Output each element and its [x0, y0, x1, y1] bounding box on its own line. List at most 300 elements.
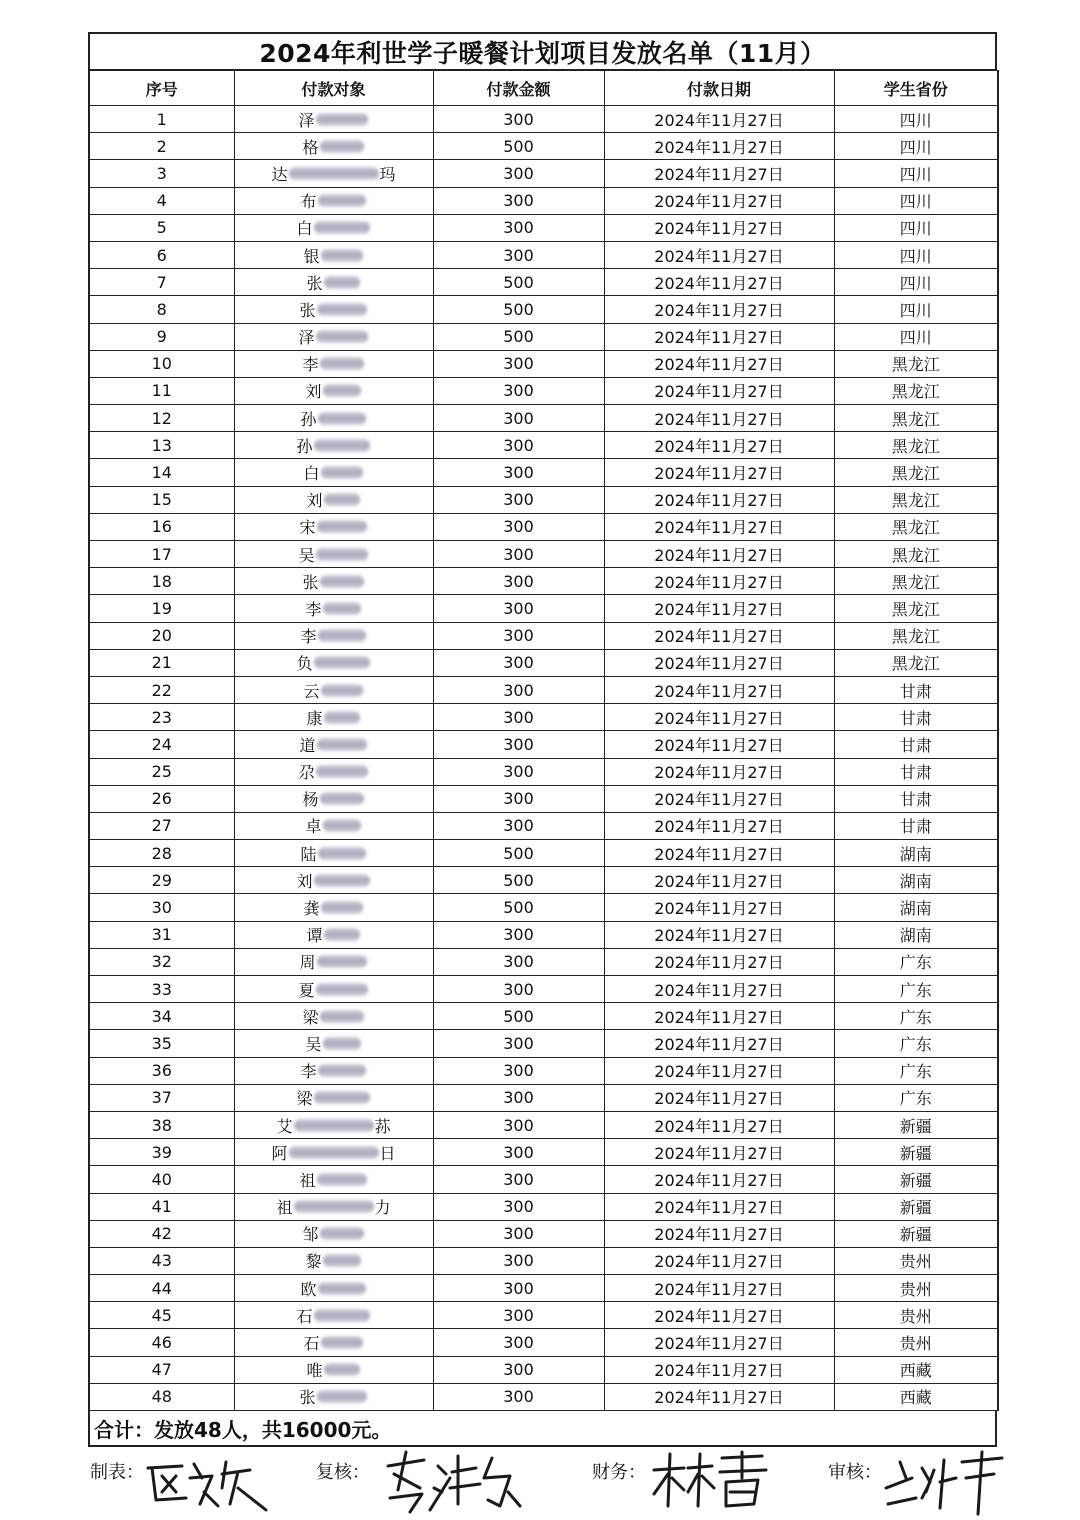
row-province: 广东 — [834, 1084, 998, 1111]
payee-name — [306, 706, 360, 729]
row-date: 2024年11月27日 — [604, 894, 834, 921]
row-date: 2024年11月27日 — [604, 758, 834, 785]
table-row — [89, 486, 998, 513]
table-row — [89, 1084, 998, 1111]
row-province: 黑龙江 — [834, 541, 998, 568]
row-date: 2024年11月27日 — [604, 350, 834, 377]
row-serial: 8 — [89, 296, 234, 323]
row-payee — [234, 160, 433, 187]
row-amount: 300 — [433, 676, 604, 703]
payee-name — [296, 216, 370, 239]
payee-name — [298, 108, 368, 131]
row-serial: 36 — [89, 1057, 234, 1084]
row-amount: 300 — [433, 1275, 604, 1302]
row-payee — [234, 921, 433, 948]
row-amount: 300 — [433, 241, 604, 268]
table-row — [89, 568, 998, 595]
payee-name-visible-start: 李 — [302, 355, 319, 375]
payee-name — [303, 461, 363, 484]
row-province: 四川 — [834, 133, 998, 160]
table-body — [89, 106, 998, 1411]
row-payee — [234, 350, 433, 377]
row-payee — [234, 676, 433, 703]
row-payee — [234, 1302, 433, 1329]
row-serial: 22 — [89, 676, 234, 703]
table-row — [89, 350, 998, 377]
payee-name — [302, 135, 364, 158]
payee-name — [302, 570, 364, 593]
row-payee — [234, 1193, 433, 1220]
row-payee — [234, 1275, 433, 1302]
row-serial: 31 — [89, 921, 234, 948]
row-serial: 20 — [89, 622, 234, 649]
row-amount: 300 — [433, 812, 604, 839]
payee-name — [306, 923, 360, 946]
payee-name — [299, 733, 367, 756]
payee-name-visible-end: 玛 — [379, 164, 396, 184]
row-payee — [234, 649, 433, 676]
row-province: 贵州 — [834, 1275, 998, 1302]
row-serial: 35 — [89, 1030, 234, 1057]
row-date: 2024年11月27日 — [604, 595, 834, 622]
redacted-name-blur — [320, 575, 364, 588]
row-date: 2024年11月27日 — [604, 1247, 834, 1274]
payee-name — [296, 1304, 370, 1327]
row-date: 2024年11月27日 — [604, 1030, 834, 1057]
row-amount: 300 — [433, 976, 604, 1003]
row-province: 甘肃 — [834, 785, 998, 812]
row-province: 四川 — [834, 269, 998, 296]
payee-name-visible-start: 夏 — [298, 980, 315, 1000]
row-payee — [234, 595, 433, 622]
payee-name-visible-start: 泽 — [298, 328, 315, 348]
payee-name-visible-start: 格 — [302, 137, 319, 157]
row-amount: 300 — [433, 1193, 604, 1220]
redacted-name-blur — [321, 1336, 363, 1349]
row-payee — [234, 894, 433, 921]
row-province: 黑龙江 — [834, 459, 998, 486]
row-serial: 21 — [89, 649, 234, 676]
row-payee — [234, 459, 433, 486]
payee-name — [305, 1032, 361, 1055]
row-payee — [234, 541, 433, 568]
payee-name — [305, 379, 361, 402]
payee-name — [271, 162, 395, 185]
payee-name-visible-start: 祖 — [276, 1198, 293, 1218]
payee-name-visible-start: 云 — [303, 681, 320, 701]
reviewed-by-signature — [380, 1448, 530, 1518]
redacted-name-blur — [317, 303, 367, 316]
row-date: 2024年11月27日 — [604, 187, 834, 214]
row-serial: 3 — [89, 160, 234, 187]
row-date: 2024年11月27日 — [604, 649, 834, 676]
table-row — [89, 785, 998, 812]
row-date: 2024年11月27日 — [604, 731, 834, 758]
table-row — [89, 1003, 998, 1030]
row-payee — [234, 405, 433, 432]
row-payee — [234, 758, 433, 785]
row-payee — [234, 568, 433, 595]
row-province: 四川 — [834, 296, 998, 323]
payee-name — [303, 244, 363, 267]
row-province: 甘肃 — [834, 731, 998, 758]
row-serial: 5 — [89, 214, 234, 241]
row-province: 新疆 — [834, 1166, 998, 1193]
row-payee — [234, 1220, 433, 1247]
payee-name-visible-start: 孙 — [300, 409, 317, 429]
row-amount: 300 — [433, 1057, 604, 1084]
payee-name — [299, 298, 367, 321]
row-date: 2024年11月27日 — [604, 921, 834, 948]
row-date: 2024年11月27日 — [604, 1193, 834, 1220]
payee-name — [303, 1331, 363, 1354]
row-payee — [234, 1139, 433, 1166]
payee-name-visible-start: 谭 — [306, 926, 323, 946]
row-date: 2024年11月27日 — [604, 812, 834, 839]
row-serial: 19 — [89, 595, 234, 622]
row-province: 西藏 — [834, 1383, 998, 1410]
row-date: 2024年11月27日 — [604, 1084, 834, 1111]
row-serial: 25 — [89, 758, 234, 785]
row-amount: 300 — [433, 1356, 604, 1383]
payee-name-visible-start: 刘 — [306, 491, 323, 511]
row-amount: 300 — [433, 1220, 604, 1247]
payee-name-visible-start: 银 — [303, 246, 320, 266]
row-date: 2024年11月27日 — [604, 1166, 834, 1193]
header-amount: 付款金额 — [433, 71, 604, 106]
payee-name-visible-start: 宋 — [299, 518, 316, 538]
row-payee — [234, 486, 433, 513]
row-province: 黑龙江 — [834, 513, 998, 540]
row-amount: 300 — [433, 405, 604, 432]
payee-name-visible-start: 布 — [300, 192, 317, 212]
header-date: 付款日期 — [604, 71, 834, 106]
row-amount: 300 — [433, 622, 604, 649]
row-amount: 300 — [433, 187, 604, 214]
row-date: 2024年11月27日 — [604, 568, 834, 595]
row-province: 四川 — [834, 106, 998, 133]
table-row — [89, 948, 998, 975]
row-province: 四川 — [834, 323, 998, 350]
payee-name — [300, 407, 366, 430]
row-payee — [234, 1356, 433, 1383]
row-province: 黑龙江 — [834, 432, 998, 459]
row-payee — [234, 1030, 433, 1057]
row-payee — [234, 948, 433, 975]
redacted-name-blur — [320, 140, 364, 153]
table-row — [89, 241, 998, 268]
redacted-name-blur — [316, 330, 368, 343]
payee-name-visible-start: 泽 — [298, 110, 315, 130]
payee-name-visible-start: 张 — [299, 300, 316, 320]
row-date: 2024年11月27日 — [604, 676, 834, 703]
row-amount: 500 — [433, 840, 604, 867]
table-row — [89, 704, 998, 731]
redacted-name-blur — [317, 955, 367, 968]
row-date: 2024年11月27日 — [604, 1329, 834, 1356]
table-row — [89, 541, 998, 568]
payee-name-visible-start: 达 — [271, 164, 288, 184]
payee-name — [276, 1114, 390, 1137]
table-row — [89, 758, 998, 785]
row-amount: 300 — [433, 1166, 604, 1193]
signature-area — [90, 1448, 1020, 1518]
row-date: 2024年11月27日 — [604, 1139, 834, 1166]
row-serial: 43 — [89, 1247, 234, 1274]
row-serial: 45 — [89, 1302, 234, 1329]
redacted-name-blur — [318, 194, 366, 207]
payee-name-visible-start: 石 — [296, 1306, 313, 1326]
row-amount: 300 — [433, 459, 604, 486]
row-province: 贵州 — [834, 1302, 998, 1329]
row-serial: 44 — [89, 1275, 234, 1302]
row-payee — [234, 704, 433, 731]
payee-name — [305, 597, 361, 620]
row-amount: 300 — [433, 106, 604, 133]
row-province: 西藏 — [834, 1356, 998, 1383]
redacted-name-blur — [320, 357, 364, 370]
row-serial: 28 — [89, 840, 234, 867]
row-province: 新疆 — [834, 1220, 998, 1247]
payee-name-visible-start: 尕 — [298, 763, 315, 783]
payee-name — [296, 869, 370, 892]
row-province: 甘肃 — [834, 812, 998, 839]
row-serial: 4 — [89, 187, 234, 214]
row-date: 2024年11月27日 — [604, 486, 834, 513]
row-amount: 300 — [433, 1030, 604, 1057]
row-province: 黑龙江 — [834, 486, 998, 513]
row-amount: 300 — [433, 1139, 604, 1166]
row-date: 2024年11月27日 — [604, 948, 834, 975]
payee-name — [296, 651, 370, 674]
table-row — [89, 296, 998, 323]
table-header-row — [89, 71, 998, 106]
table-row — [89, 595, 998, 622]
sheet-title: 2024年利世学子暖餐计划项目发放名单（11月） — [88, 32, 997, 70]
row-province: 新疆 — [834, 1139, 998, 1166]
row-amount: 300 — [433, 513, 604, 540]
row-amount: 300 — [433, 541, 604, 568]
redacted-name-blur — [314, 439, 370, 452]
payee-name-visible-start: 吴 — [305, 1034, 322, 1054]
payee-name-visible-start: 白 — [303, 464, 320, 484]
row-serial: 26 — [89, 785, 234, 812]
payee-name-visible-start: 杨 — [302, 790, 319, 810]
row-amount: 300 — [433, 486, 604, 513]
row-date: 2024年11月27日 — [604, 840, 834, 867]
row-province: 黑龙江 — [834, 350, 998, 377]
row-serial: 47 — [89, 1356, 234, 1383]
row-payee — [234, 812, 433, 839]
row-serial: 18 — [89, 568, 234, 595]
finance-signature — [650, 1448, 780, 1514]
row-amount: 500 — [433, 269, 604, 296]
payee-name-visible-start: 李 — [300, 1062, 317, 1082]
payee-name — [303, 896, 363, 919]
redacted-name-blur — [314, 1309, 370, 1322]
row-serial: 10 — [89, 350, 234, 377]
redacted-name-blur — [323, 384, 361, 397]
payee-name-visible-start: 李 — [300, 627, 317, 647]
payee-name-visible-start: 刘 — [296, 871, 313, 891]
row-date: 2024年11月27日 — [604, 1356, 834, 1383]
row-serial: 38 — [89, 1111, 234, 1138]
row-serial: 39 — [89, 1139, 234, 1166]
row-province: 湖南 — [834, 921, 998, 948]
table-row — [89, 1275, 998, 1302]
row-date: 2024年11月27日 — [604, 1220, 834, 1247]
redacted-name-blur — [324, 711, 360, 724]
prepared-by-label: 制表： — [90, 1462, 144, 1483]
payee-name — [299, 1168, 367, 1191]
row-province: 黑龙江 — [834, 649, 998, 676]
row-date: 2024年11月27日 — [604, 405, 834, 432]
payee-name-visible-start: 张 — [302, 572, 319, 592]
payee-name-visible-start: 黎 — [305, 1252, 322, 1272]
row-payee — [234, 840, 433, 867]
table-row — [89, 867, 998, 894]
row-serial: 7 — [89, 269, 234, 296]
distribution-sheet — [88, 32, 997, 1447]
payee-name-visible-start: 张 — [299, 1388, 316, 1408]
payee-name — [300, 842, 366, 865]
row-date: 2024年11月27日 — [604, 269, 834, 296]
table-row — [89, 1302, 998, 1329]
row-payee — [234, 513, 433, 540]
row-date: 2024年11月27日 — [604, 214, 834, 241]
payee-name — [276, 1195, 390, 1218]
row-amount: 300 — [433, 704, 604, 731]
row-date: 2024年11月27日 — [604, 1275, 834, 1302]
table-row — [89, 432, 998, 459]
row-serial: 17 — [89, 541, 234, 568]
redacted-name-blur — [318, 1282, 366, 1295]
payee-name-visible-start: 道 — [299, 735, 316, 755]
redacted-name-blur — [316, 113, 368, 126]
row-payee — [234, 214, 433, 241]
row-province: 新疆 — [834, 1193, 998, 1220]
redacted-name-blur — [323, 1037, 361, 1050]
redacted-name-blur — [294, 1200, 374, 1213]
redacted-name-blur — [323, 819, 361, 832]
payee-name — [271, 1141, 395, 1164]
payee-name-visible-start: 康 — [306, 708, 323, 728]
row-payee — [234, 785, 433, 812]
payee-name-visible-start: 周 — [299, 953, 316, 973]
redacted-name-blur — [321, 466, 363, 479]
redacted-name-blur — [316, 548, 368, 561]
row-province: 甘肃 — [834, 704, 998, 731]
row-province: 黑龙江 — [834, 595, 998, 622]
redacted-name-blur — [324, 1363, 360, 1376]
row-province: 黑龙江 — [834, 568, 998, 595]
reviewed-by-label: 复核： — [316, 1462, 370, 1483]
row-payee — [234, 241, 433, 268]
table-row — [89, 459, 998, 486]
row-payee — [234, 106, 433, 133]
row-payee — [234, 377, 433, 404]
row-payee — [234, 133, 433, 160]
row-serial: 32 — [89, 948, 234, 975]
row-province: 贵州 — [834, 1247, 998, 1274]
table-row — [89, 1111, 998, 1138]
audit-signature — [882, 1448, 1010, 1518]
row-amount: 300 — [433, 1247, 604, 1274]
row-serial: 29 — [89, 867, 234, 894]
row-amount: 300 — [433, 649, 604, 676]
prepared-by-signature — [142, 1448, 272, 1514]
row-province: 黑龙江 — [834, 405, 998, 432]
row-serial: 6 — [89, 241, 234, 268]
row-serial: 23 — [89, 704, 234, 731]
row-date: 2024年11月27日 — [604, 622, 834, 649]
row-serial: 24 — [89, 731, 234, 758]
row-date: 2024年11月27日 — [604, 704, 834, 731]
redacted-name-blur — [324, 928, 360, 941]
payee-name — [302, 787, 364, 810]
row-serial: 40 — [89, 1166, 234, 1193]
redacted-name-blur — [289, 1146, 379, 1159]
row-serial: 2 — [89, 133, 234, 160]
row-amount: 300 — [433, 350, 604, 377]
redacted-name-blur — [317, 738, 367, 751]
row-payee — [234, 1166, 433, 1193]
row-amount: 500 — [433, 894, 604, 921]
row-payee — [234, 432, 433, 459]
header-serial: 序号 — [89, 71, 234, 106]
payee-name — [300, 189, 366, 212]
row-amount: 500 — [433, 296, 604, 323]
row-serial: 16 — [89, 513, 234, 540]
row-province: 四川 — [834, 241, 998, 268]
redacted-name-blur — [316, 765, 368, 778]
audit-label: 审核： — [828, 1462, 882, 1483]
table-row — [89, 731, 998, 758]
row-date: 2024年11月27日 — [604, 1302, 834, 1329]
payee-name-visible-start: 祖 — [299, 1170, 316, 1190]
redacted-name-blur — [323, 1254, 361, 1267]
distribution-table — [88, 70, 999, 1411]
row-date: 2024年11月27日 — [604, 133, 834, 160]
row-payee — [234, 1084, 433, 1111]
payee-name-visible-start: 邹 — [302, 1225, 319, 1245]
row-amount: 300 — [433, 377, 604, 404]
redacted-name-blur — [320, 792, 364, 805]
row-province: 甘肃 — [834, 676, 998, 703]
row-payee — [234, 622, 433, 649]
payee-name-visible-start: 欧 — [300, 1279, 317, 1299]
redacted-name-blur — [289, 167, 379, 180]
payee-name — [296, 1086, 370, 1109]
redacted-name-blur — [318, 412, 366, 425]
table-row — [89, 1030, 998, 1057]
table-row — [89, 323, 998, 350]
payee-name — [300, 1059, 366, 1082]
row-amount: 300 — [433, 921, 604, 948]
redacted-name-blur — [318, 847, 366, 860]
row-payee — [234, 323, 433, 350]
row-date: 2024年11月27日 — [604, 432, 834, 459]
row-amount: 300 — [433, 595, 604, 622]
payee-name — [299, 515, 367, 538]
row-serial: 15 — [89, 486, 234, 513]
row-payee — [234, 296, 433, 323]
row-amount: 300 — [433, 1329, 604, 1356]
payee-name — [306, 488, 360, 511]
redacted-name-blur — [317, 520, 367, 533]
table-row — [89, 812, 998, 839]
redacted-name-blur — [323, 602, 361, 615]
